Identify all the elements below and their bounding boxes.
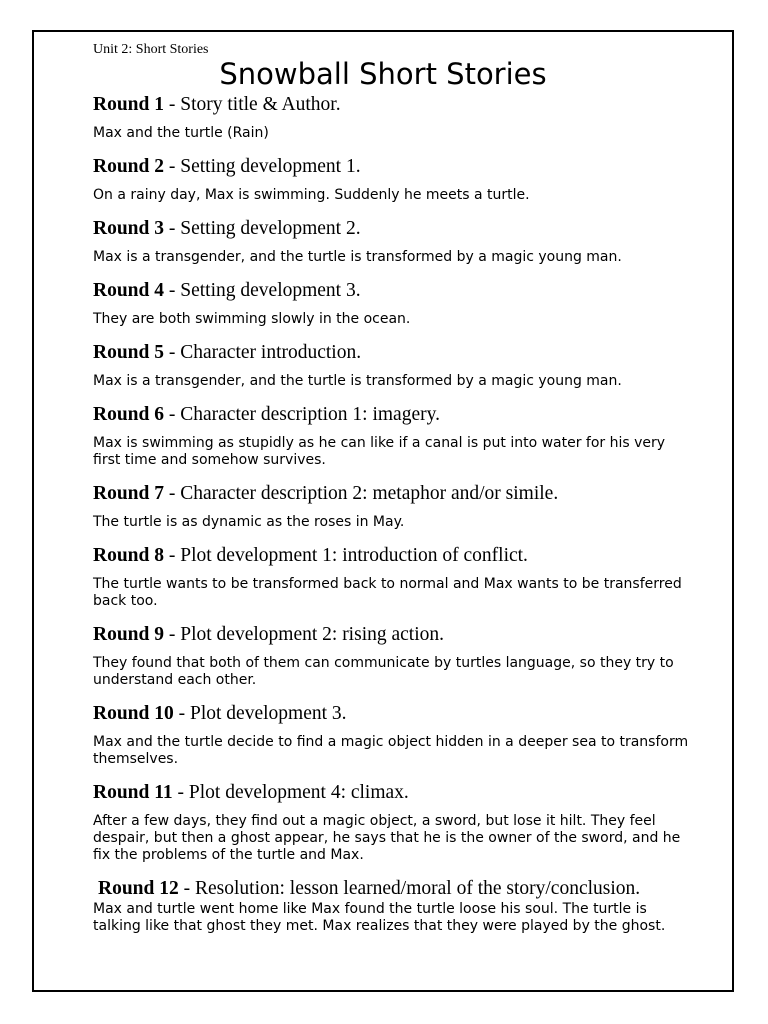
round-title: Story title & Author.: [180, 94, 341, 115]
round-title: Plot development 3.: [190, 703, 347, 724]
round-separator: -: [168, 483, 176, 504]
round-title: Character description 1: imagery.: [180, 404, 440, 425]
round-separator: -: [168, 545, 176, 566]
round-response: They found that both of them can communicate by turtles language, so they try to understand each other.: [93, 655, 674, 688]
round-heading: [93, 217, 693, 241]
round-response: After a few days, they find out a magic object, a sword, but lose it hilt. They feel despair, but then a ghost appear, he says that he is the owner of the sword, and he fix the problems of the turtle and Max.: [93, 813, 681, 863]
round-number: Round 8: [93, 545, 164, 566]
round-section: [93, 482, 693, 531]
round-number: Round 5: [93, 342, 164, 363]
round-response: The turtle is as dynamic as the roses in May.: [93, 514, 405, 530]
round-section: [93, 217, 693, 266]
round-heading: [93, 877, 693, 901]
round-response: On a rainy day, Max is swimming. Suddenly he meets a turtle.: [93, 187, 530, 203]
round-heading: [93, 93, 693, 117]
round-number: Round 2: [93, 156, 164, 177]
round-number: Round 10: [93, 703, 174, 724]
round-separator: -: [168, 156, 176, 177]
round-heading: [93, 544, 693, 568]
round-number: Round 3: [93, 218, 164, 239]
round-separator: -: [183, 878, 191, 899]
rounds-list: [93, 93, 693, 935]
round-title: Character description 2: metaphor and/or simile.: [180, 483, 559, 504]
round-separator: -: [168, 218, 176, 239]
round-response: They are both swimming slowly in the ocean.: [93, 311, 411, 327]
round-response: Max is a transgender, and the turtle is transformed by a magic young man.: [93, 373, 622, 389]
round-separator: -: [168, 404, 176, 425]
round-section: [93, 702, 693, 768]
round-section: [93, 403, 693, 469]
document-content: [93, 42, 693, 948]
round-separator: -: [168, 624, 176, 645]
round-title: Plot development 4: climax.: [188, 782, 409, 803]
round-heading: [93, 781, 693, 805]
round-title: Plot development 2: rising action.: [180, 624, 445, 645]
round-heading: [93, 702, 693, 726]
round-heading: [93, 341, 693, 365]
round-response: Max and the turtle decide to find a magic object hidden in a deeper sea to transform themselves.: [93, 734, 689, 767]
round-heading: [93, 279, 693, 303]
round-heading: [93, 623, 693, 647]
round-response: The turtle wants to be transformed back to normal and Max wants to be transferred back too.: [93, 576, 682, 609]
round-section: [93, 544, 693, 610]
round-section: [93, 341, 693, 390]
round-title: Setting development 3.: [180, 280, 361, 301]
round-response: Max and the turtle (Rain): [93, 125, 269, 141]
round-section: [93, 781, 693, 864]
round-separator: -: [177, 782, 185, 803]
round-number: Round 7: [93, 483, 164, 504]
round-heading: [93, 403, 693, 427]
round-title: Resolution: lesson learned/moral of the story/conclusion.: [195, 878, 641, 899]
round-section: [93, 155, 693, 204]
round-separator: -: [168, 280, 176, 301]
round-number: Round 1: [93, 94, 164, 115]
round-section: [93, 877, 693, 935]
round-separator: -: [168, 342, 176, 363]
round-response: Max and turtle went home like Max found the turtle loose his soul. The turtle is talking like that ghost they met. Max realizes that they were played by the ghost.: [93, 901, 666, 934]
round-title: Character introduction.: [180, 342, 362, 363]
round-section: [93, 623, 693, 689]
round-separator: -: [178, 703, 186, 724]
round-title: Setting development 2.: [180, 218, 361, 239]
round-number: Round 4: [93, 280, 164, 301]
round-title: Plot development 1: introduction of conflict.: [180, 545, 528, 566]
round-response: Max is swimming as stupidly as he can like if a canal is put into water for his very first time and somehow survives.: [93, 435, 666, 468]
round-section: [93, 279, 693, 328]
round-heading: [93, 155, 693, 179]
round-number: Round 11: [93, 782, 173, 803]
round-number: Round 6: [93, 404, 164, 425]
round-separator: -: [168, 94, 176, 115]
round-number: Round 9: [93, 624, 164, 645]
document-title: Snowball Short Stories: [219, 57, 547, 91]
round-number: Round 12: [98, 878, 179, 899]
round-section: [93, 93, 693, 142]
unit-label: Unit 2: Short Stories: [93, 42, 209, 57]
round-heading: [93, 482, 693, 506]
round-response: Max is a transgender, and the turtle is transformed by a magic young man.: [93, 249, 622, 265]
round-title: Setting development 1.: [180, 156, 361, 177]
